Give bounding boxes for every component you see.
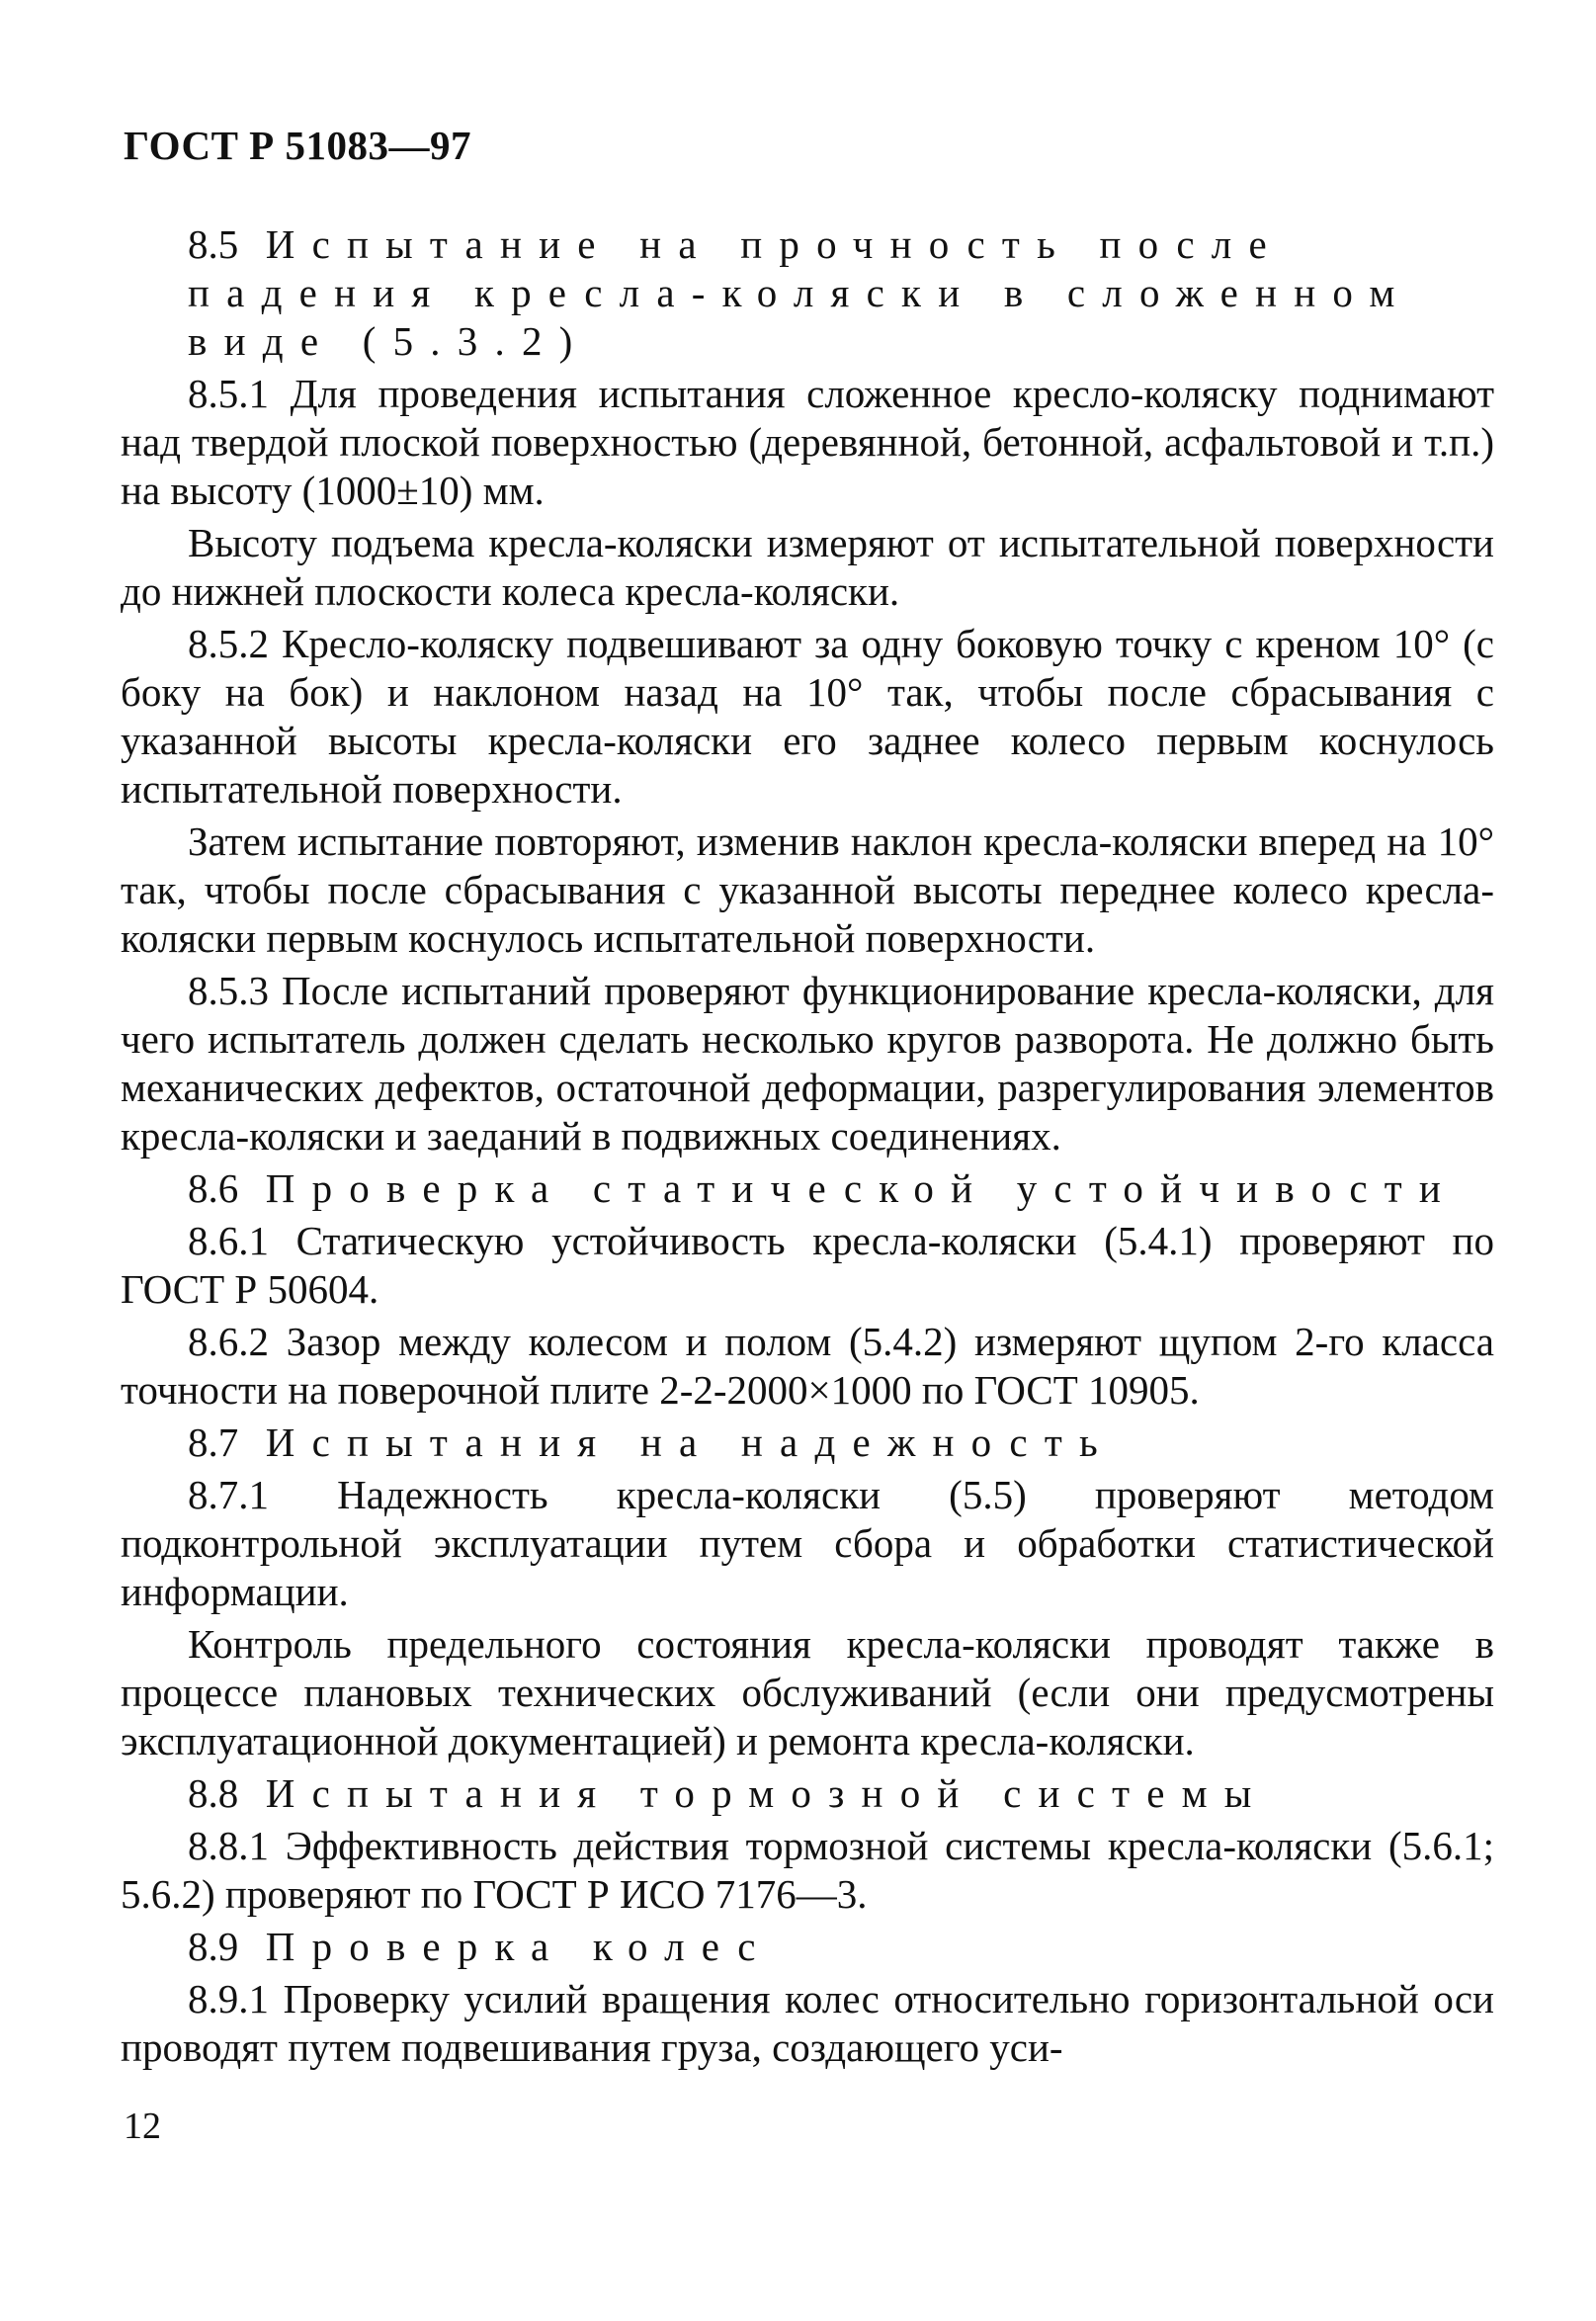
section-heading: [188, 220, 1494, 366]
section-number: 8.6: [188, 1165, 239, 1211]
paragraph: 8.6.1 Статическую устойчивость кресла-коляски (5.4.1) проверяют по ГОСТ Р 50604.: [121, 1218, 1494, 1312]
section-number: 8.5: [188, 221, 239, 267]
paragraph: 8.5.1 Для проведения испытания сложенное кресло-коляску поднимают над твердой плоской поверхностью (деревянной, бетонной, асфальтовой и т.п.) на высоту (1000±10) мм.: [121, 371, 1494, 513]
section-heading: [188, 1418, 1494, 1467]
paragraph: Контроль предельного состояния кресла-коляски проводят также в процессе плановых технических обслуживаний (если они предусмотрены эксплуатационной документацией) и ремонта кресла-коляски.: [121, 1621, 1494, 1763]
paragraph: Затем испытание повторяют, изменив наклон кресла-коляски вперед на 10° так, чтобы после сбрасывания с указанной высоты переднее колесо кресла-коляски первым коснулось испытательной поверхности.: [121, 818, 1494, 961]
section-heading: [188, 1923, 1494, 1971]
section-heading: [188, 1769, 1494, 1818]
paragraph: 8.8.1 Эффективность действия тормозной системы кресла-коляски (5.6.1; 5.6.2) проверяют по ГОСТ Р ИСО 7176—3.: [121, 1823, 1494, 1917]
document-header: ГОСТ Р 51083—97: [124, 123, 471, 168]
section-title: Проверка статической устойчивости: [265, 1165, 1459, 1211]
paragraph: 8.5.2 Кресло-коляску подвешивают за одну боковую точку с креном 10° (с боку на бок) и наклоном назад на 10° так, чтобы после сбрасывания с указанной высоты кресла-коляски его заднее колесо первым коснулось испытательной поверхности.: [121, 621, 1494, 812]
section-title: Испытания на надежность: [265, 1419, 1115, 1465]
section-number: 8.9: [188, 1924, 239, 1969]
section-number: 8.7: [188, 1419, 239, 1465]
section-title: Испытания тормозной системы: [265, 1770, 1269, 1816]
paragraph: 8.9.1 Проверку усилий вращения колес относительно горизонтальной оси проводят путем подвешивания груза, создающего уси-: [121, 1976, 1494, 2070]
document-body: [121, 220, 1494, 2076]
section-heading: [188, 1164, 1494, 1213]
paragraph: 8.5.3 После испытаний проверяют функционирование кресла-коляски, для чего испытатель должен сделать несколько кругов разворота. Не должно быть механических дефектов, остаточной деформации, разрегулирования элементов кресла-коляски и заеданий в подвижных соединениях.: [121, 968, 1494, 1159]
section-title: Проверка колес: [265, 1924, 773, 1969]
paragraph: Высоту подъема кресла-коляски измеряют от испытательной поверхности до нижней плоскости колеса кресла-коляски.: [121, 520, 1494, 614]
paragraph: 8.7.1 Надежность кресла-коляски (5.5) проверяют методом подконтрольной эксплуатации путем сбора и обработки статистической информации.: [121, 1472, 1494, 1614]
section-number: 8.8: [188, 1770, 239, 1816]
paragraph: 8.6.2 Зазор между колесом и полом (5.4.2) измеряют щупом 2-го класса точности на поверочной плите 2-2-2000×1000 по ГОСТ 10905.: [121, 1319, 1494, 1413]
section-title: Испытание на прочность после падения кресла-коляски в сложенном виде (5.3.2): [188, 221, 1412, 364]
page-number: 12: [124, 2106, 161, 2147]
